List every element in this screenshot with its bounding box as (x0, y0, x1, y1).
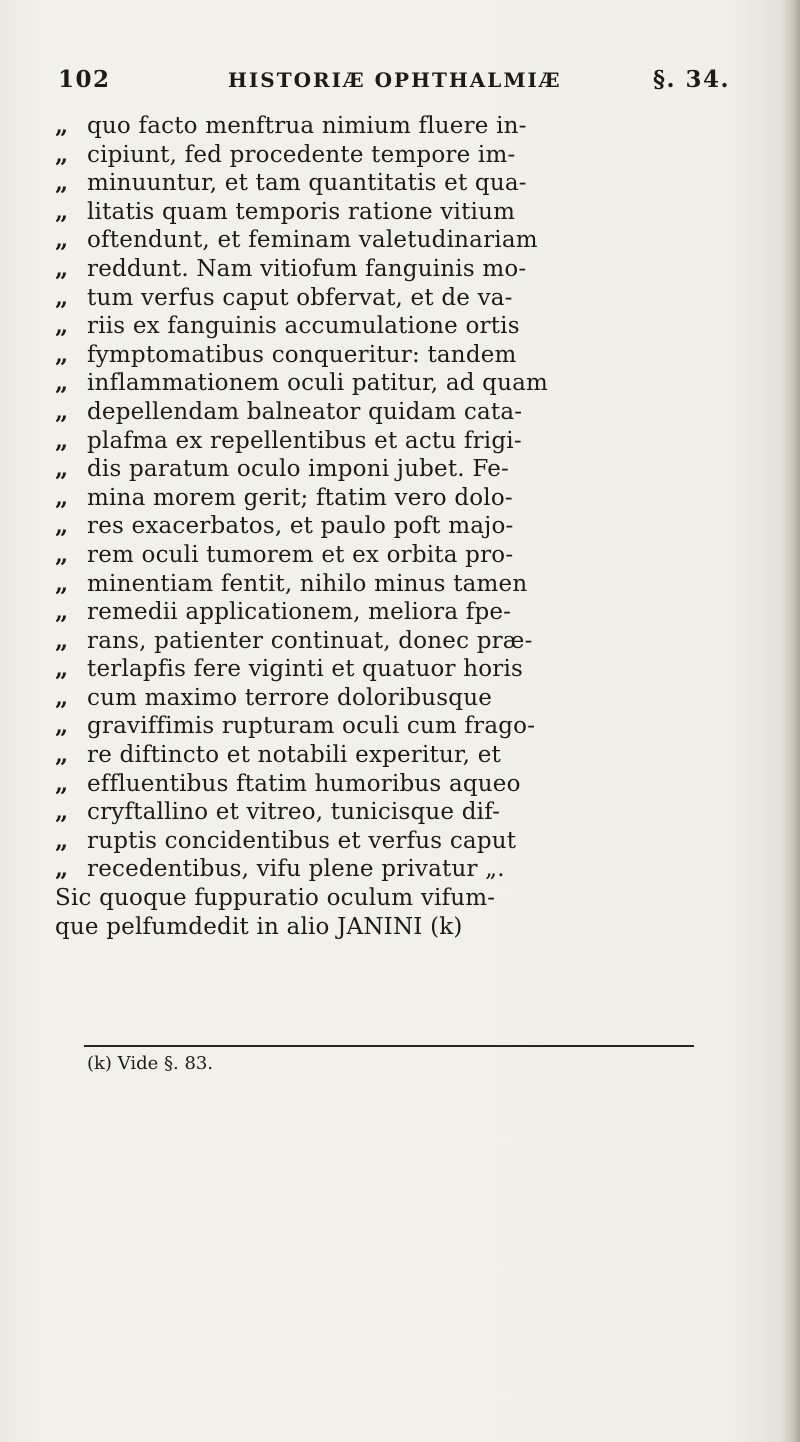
quotation-mark: „ (55, 483, 69, 511)
quotation-mark: „ (55, 169, 69, 197)
quotation-mark: „ (55, 283, 69, 311)
text-line (55, 427, 735, 456)
text-line (55, 141, 735, 170)
line-text: quo facto menftrua nimium fluere in- (87, 113, 527, 139)
line-text: oftendunt, et feminam valetudinariam (87, 227, 538, 254)
text-line (55, 913, 735, 942)
line-text: reddunt. Nam vitiofum fanguinis mo- (87, 255, 527, 282)
footnote: (k) Vide §. 83. (87, 1053, 214, 1074)
quotation-mark: „ (55, 312, 69, 340)
page-header (58, 66, 730, 96)
page-number: 102 (58, 66, 111, 93)
line-text: cum maximo terrore doloribusque (87, 684, 493, 711)
text-line (55, 541, 735, 570)
text-line (55, 255, 735, 284)
text-line (55, 798, 735, 827)
quotation-mark: „ (55, 254, 69, 282)
quotation-mark: „ (55, 112, 69, 139)
line-text: minuuntur, et tam quantitatis et qua- (87, 170, 527, 197)
line-text: Sic quoque fuppuratio oculum vifum- (55, 885, 496, 912)
text-line (55, 655, 735, 684)
text-line (55, 369, 735, 398)
text-line (55, 770, 735, 799)
quotation-mark: „ (55, 798, 69, 826)
line-text: depellendam balneator quidam cata- (87, 398, 523, 425)
text-line (55, 341, 735, 370)
text-line (55, 598, 735, 627)
quotation-mark: „ (55, 540, 69, 568)
text-line (55, 884, 735, 913)
text-line (55, 570, 735, 599)
quotation-mark: „ (55, 426, 69, 454)
quotation-mark: „ (55, 741, 69, 769)
text-line (55, 112, 735, 141)
quotation-mark: „ (55, 455, 69, 483)
line-text: mina morem gerit; ftatim vero dolo- (87, 484, 513, 511)
text-line (55, 198, 735, 227)
quotation-mark: „ (55, 712, 69, 740)
footnote-divider (84, 1045, 694, 1047)
quotation-mark: „ (55, 855, 69, 883)
page-edge-shadow (782, 0, 800, 1442)
line-text: cryftallino et vitreo, tunicisque dif- (87, 799, 501, 826)
quotation-mark: „ (55, 655, 69, 683)
text-line (55, 827, 735, 856)
line-text: inflammationem oculi patitur, ad quam (87, 370, 549, 397)
text-line (55, 741, 735, 770)
line-text: riis ex fanguinis accumulatione ortis (87, 313, 520, 340)
line-text: minentiam fentit, nihilo minus tamen (87, 570, 528, 597)
quotation-mark: „ (55, 140, 69, 168)
text-line (55, 855, 735, 884)
line-text: rem oculi tumorem et ex orbita pro- (87, 541, 514, 568)
line-text: litatis quam temporis ratione vitium (87, 198, 516, 225)
line-text: cipiunt, fed procedente tempore im- (87, 141, 516, 168)
quotation-mark: „ (55, 340, 69, 368)
text-line (55, 312, 735, 341)
running-title: HISTORIÆ OPHTHALMIÆ (228, 68, 562, 92)
text-line (55, 398, 735, 427)
text-line (55, 455, 735, 484)
quotation-mark: „ (55, 826, 69, 854)
line-text: recedentibus, vifu plene privatur „. (87, 856, 505, 883)
text-line (55, 169, 735, 198)
line-text: tum verfus caput obfervat, et de va- (87, 284, 513, 311)
line-text: rans, patienter continuat, donec præ- (87, 627, 533, 654)
text-line (55, 284, 735, 313)
line-text: res exacerbatos, et paulo poft majo- (87, 513, 514, 540)
line-text: ruptis concidentibus et verfus caput (87, 827, 517, 854)
quotation-mark: „ (55, 512, 69, 540)
quotation-mark: „ (55, 569, 69, 597)
line-text: dis paratum oculo imponi jubet. Fe- (87, 456, 510, 483)
line-text: terlapfis fere viginti et quatuor horis (87, 656, 524, 683)
line-text: effluentibus ftatim humoribus aqueo (87, 770, 521, 797)
quotation-mark: „ (55, 626, 69, 654)
line-text: graviffimis rupturam oculi cum frago- (87, 713, 536, 740)
text-line (55, 712, 735, 741)
quotation-mark: „ (55, 683, 69, 711)
line-text: remedii applicationem, meliora fpe- (87, 599, 512, 626)
quotation-mark: „ (55, 197, 69, 225)
text-line (55, 684, 735, 713)
text-line (55, 627, 735, 656)
quotation-mark: „ (55, 369, 69, 397)
line-text: re diftincto et notabili experitur, et (87, 742, 501, 769)
text-line (55, 226, 735, 255)
text-line (55, 512, 735, 541)
quotation-mark: „ (55, 226, 69, 254)
text-line (55, 484, 735, 513)
quotation-mark: „ (55, 769, 69, 797)
line-text: fymptomatibus conqueritur: tandem (87, 341, 517, 368)
line-text: plafma ex repellentibus et actu frigi- (87, 427, 522, 454)
section-number: §. 34. (652, 66, 730, 93)
quotation-mark: „ (55, 598, 69, 626)
line-text: que pelfumdedit in alio JANINI (k) (55, 913, 463, 940)
quotation-mark: „ (55, 397, 69, 425)
body-text (55, 112, 735, 941)
